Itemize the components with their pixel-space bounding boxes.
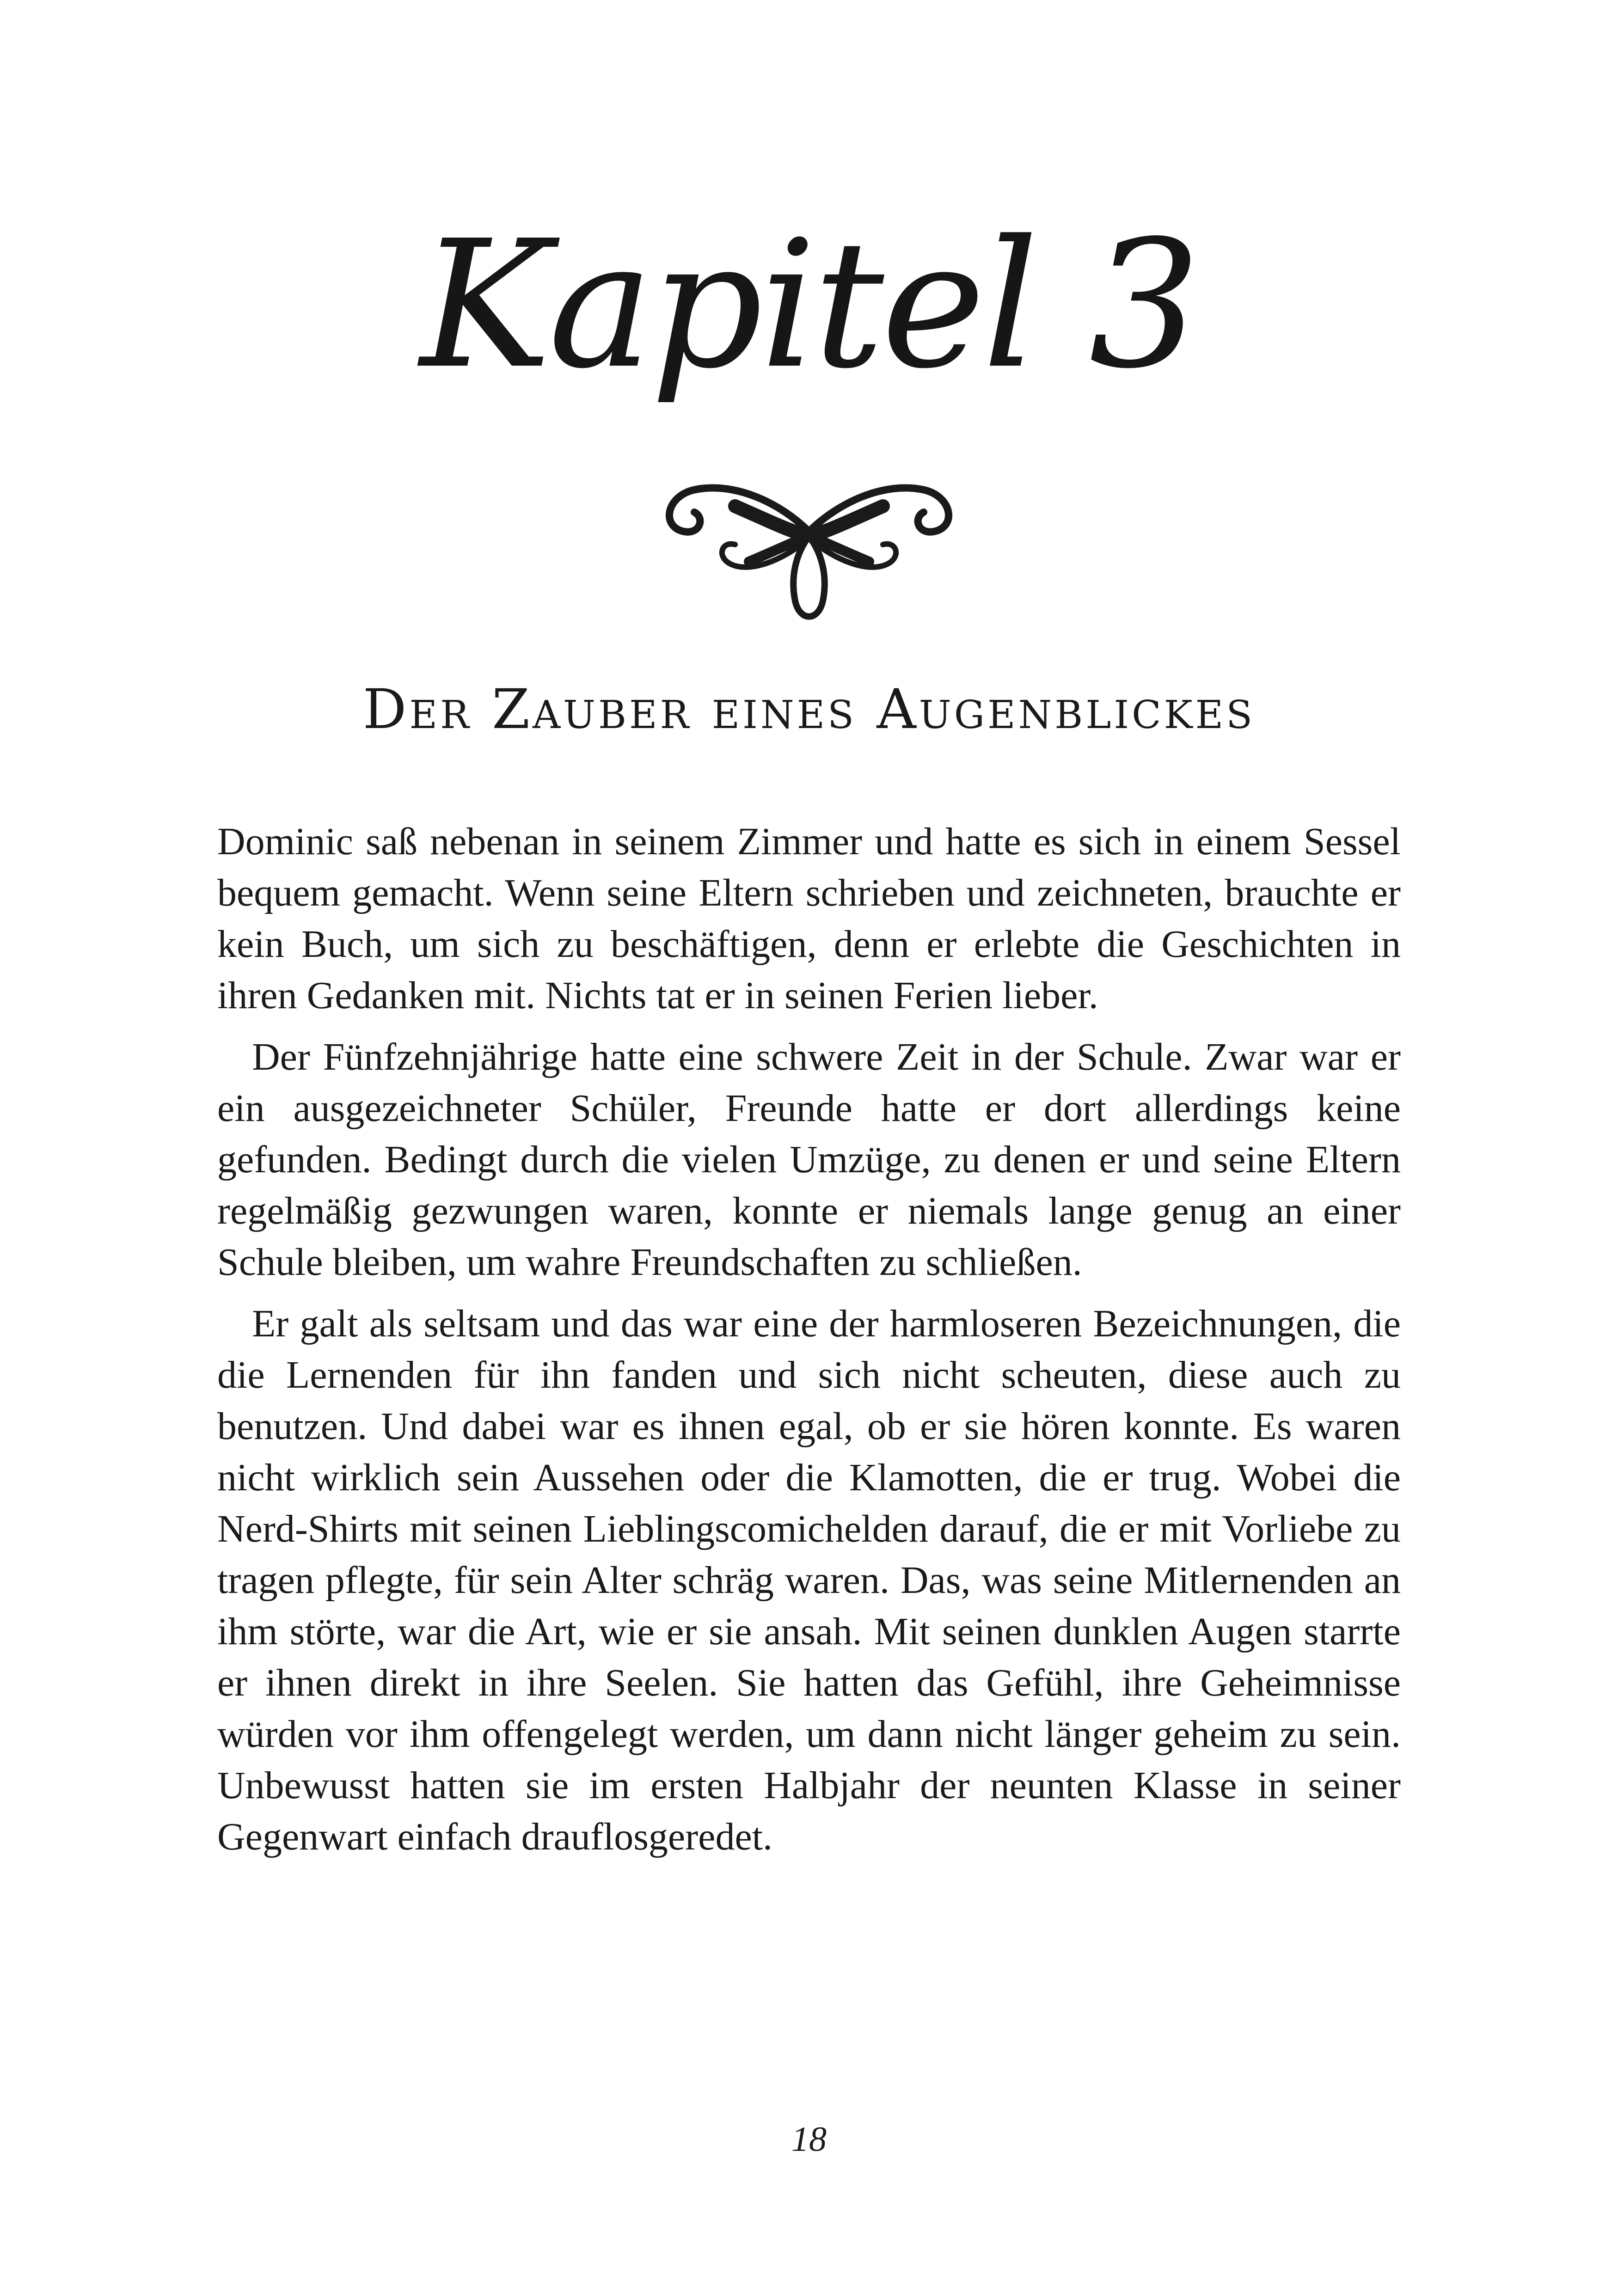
paragraph-2: Der Fünfzehnjährige hatte eine schwere Zeit in der Schule. Zwar war er ein ausgezeichneter Schüler, Freunde hatte er dort allerdings keine gefunden. Bedingt durch die vielen Umzüge, zu denen er und seine Eltern regelmäßig gezwungen waren, konnte er niemals lange genug an einer Schule bleiben, um wahre Freundschaften zu schließen. — [217, 1035, 1401, 1284]
chapter-subtitle: Der Zauber eines Augenblickes — [362, 677, 1256, 741]
body-text — [217, 816, 1401, 1862]
page-number: 18 — [791, 2120, 827, 2159]
flourish-ornament-icon — [643, 462, 975, 638]
paragraph-3: Er galt als seltsam und das war eine der harmloseren Bezeichnungen, die die Lernenden für ihn fanden und sich nicht scheuten, diese auch zu benutzen. Und dabei war es ihnen egal, ob er sie hören konnte. Es waren nicht wirklich sein Aussehen oder die Klamotten, die er trug. Wobei die Nerd-Shirts mit seinen Lieblingscomichelden darauf, die er mit Vorliebe zu tragen pflegte, für sein Alter schräg waren. Das, was seine Mitlernenden an ihm störte, war die Art, wie er sie ansah. Mit seinen dunklen Augen starrte er ihnen direkt in ihre Seelen. Sie hatten das Gefühl, ihre Geheimnisse würden vor ihm offengelegt werden, um dann nicht länger geheim zu sein. Unbewusst hatten sie im ersten Halbjahr der neunten Klasse in seiner Gegenwart einfach drauflosgeredet. — [217, 1302, 1401, 1858]
chapter-title: Kapitel 3 — [420, 202, 1198, 407]
paragraph-1: Dominic saß nebenan in seinem Zimmer und hatte es sich in einem Sessel bequem gemacht. Wenn seine Eltern schrieben und zeichneten, brauchte er kein Buch, um sich zu beschäftigen, denn er erlebte die Geschichten in ihren Gedanken mit. Nichts tat er in seinen Ferien lieber. — [217, 820, 1401, 1017]
